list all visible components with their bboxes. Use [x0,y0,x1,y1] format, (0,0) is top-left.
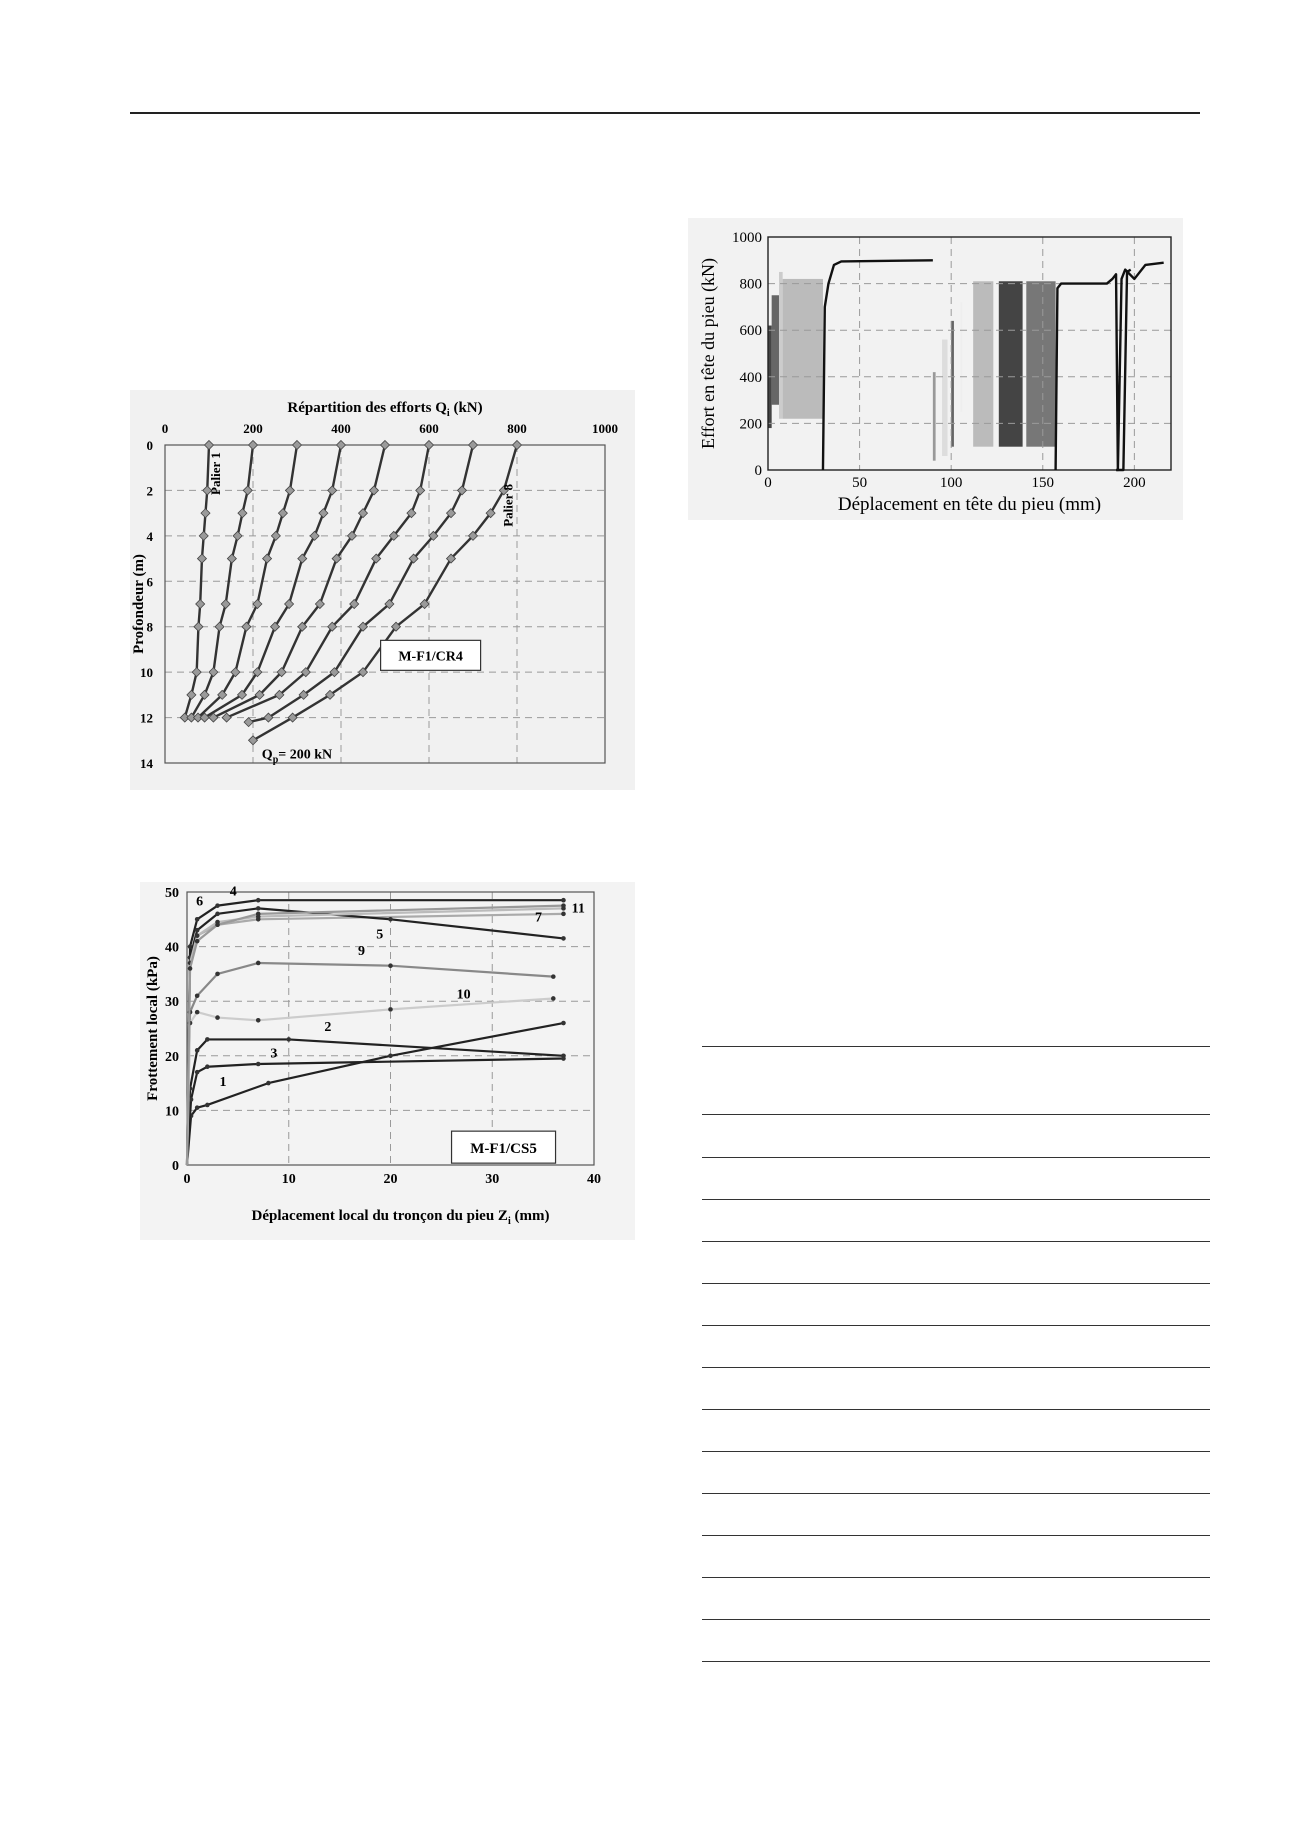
series-label-7: 7 [534,910,542,926]
table-rule [702,1409,1210,1410]
table-rule [702,1619,1210,1620]
data-point [195,928,200,933]
data-point [188,966,193,971]
y-tick-label: 4 [146,528,153,544]
table-rule [702,1325,1210,1326]
data-point [195,933,200,938]
cycle-band [933,372,936,461]
data-point [561,903,566,908]
data-point [215,922,220,927]
chart-box-label: M-F1/CS5 [470,1141,537,1158]
data-point [256,1062,261,1067]
data-point [286,1037,291,1042]
data-point [195,1048,200,1053]
y-tick-label: 0 [146,438,153,453]
data-point [215,912,220,917]
series-label-10: 10 [456,987,471,1003]
table-rule [702,1199,1210,1200]
x-tick-label: 0 [183,1172,191,1187]
x-tick-label: 40 [587,1172,601,1187]
data-point [256,961,261,966]
data-point [266,1081,271,1086]
annotation-tip-load: $Q_p= 200$ kN [261,747,333,766]
series-label-11: 11 [571,901,585,917]
y-axis-label: Frottement local (kPa) [145,956,161,1101]
x-tick-label: 50 [852,475,868,491]
data-point [205,1064,210,1069]
x-tick-label: 30 [485,1172,500,1187]
y-tick-label: 50 [165,886,179,901]
x-tick-label: 1000 [592,421,618,436]
header-rule [130,112,1200,114]
y-tick-label: 10 [165,1104,179,1120]
x-tick-label: 0 [764,475,772,491]
cycle-band [1026,281,1055,446]
x-tick-label: 10 [281,1172,296,1187]
table-rule [702,1493,1210,1494]
data-point [388,917,393,922]
data-point [256,898,261,903]
series-label-2: 2 [324,1020,332,1036]
series-label-9: 9 [357,943,365,959]
x-tick-label: 200 [1123,475,1146,491]
y-tick-label: 800 [739,276,762,293]
series-label-1: 1 [219,1074,227,1090]
y-tick-label: 8 [146,619,153,635]
data-point [561,1021,566,1026]
x-axis-label: Déplacement local du tronçon du pieu $Z_i$ (mm) [251,1208,550,1227]
data-point [195,993,200,998]
y-tick-label: 12 [140,710,153,726]
series-label-3: 3 [270,1046,278,1062]
y-tick-label: 30 [165,995,179,1011]
x-tick-label: 800 [507,421,527,436]
data-point [195,1070,200,1075]
series-label-5: 5 [376,927,384,943]
data-point [215,903,220,908]
chart-box-label: M-F1/CR4 [398,649,463,665]
x-tick-label: 600 [419,421,439,436]
series-label-6: 6 [196,894,204,910]
y-tick-label: 200 [739,416,762,433]
y-tick-label: 10 [140,665,153,681]
chart-background [688,218,1183,520]
table-rule [702,1241,1210,1242]
y-axis-label: Profondeur (m) [131,554,147,654]
data-point [551,996,556,1001]
y-tick-label: 0 [172,1159,179,1174]
cycle-band [783,279,823,419]
chart-head-load-displacement [688,218,1183,520]
data-point [256,1018,261,1023]
y-tick-label: 400 [739,369,762,386]
x-tick-label: 20 [383,1172,398,1187]
data-point [388,1007,393,1012]
table-rule [702,1283,1210,1284]
table-rule [702,1114,1210,1115]
table-rule [702,1535,1210,1536]
y-tick-label: 6 [146,574,153,590]
table-rule [702,1157,1210,1158]
cycle-band [942,340,947,457]
data-point [561,898,566,903]
table-rule [702,1661,1210,1662]
x-axis-label: Déplacement en tête du pieu (mm) [837,494,1102,515]
table-rule [702,1577,1210,1578]
cycle-band [999,281,1023,446]
data-point [215,1015,220,1020]
y-tick-label: 1000 [732,230,762,246]
table-rule [702,1046,1210,1047]
data-point [205,1103,210,1108]
cycle-band [772,295,779,405]
chart-local-friction [140,882,635,1240]
annotation-first-step: Palier 1 [208,452,223,495]
data-point [561,912,566,917]
data-point [205,1037,210,1042]
data-point [561,936,566,941]
cycle-band [960,302,962,412]
annotation-last-step: Palier 8 [500,484,516,527]
y-tick-label: 0 [754,463,762,479]
x-tick-label: 0 [161,421,169,436]
chart-background [130,390,635,790]
data-point [388,963,393,968]
y-tick-label: 600 [739,323,762,340]
x-tick-label: 150 [1031,475,1055,491]
series-label-4: 4 [229,884,237,900]
x-tick-label: 100 [939,475,963,491]
y-tick-label: 40 [165,940,179,956]
data-point [195,1105,200,1110]
data-point [195,1010,200,1015]
chart-title: Répartition des efforts $Q_i$ (kN) [287,400,483,419]
data-point [195,939,200,944]
x-tick-label: 400 [331,421,351,436]
data-point [195,917,200,922]
y-axis-label: Effort en tête du pieu (kN) [698,257,718,450]
x-tick-label: 200 [243,421,263,436]
cycle-band [779,272,783,419]
y-tick-label: 20 [165,1049,179,1065]
y-tick-label: 2 [146,483,153,499]
chart-force-distribution [130,390,635,790]
table-rule [702,1367,1210,1368]
data-point [256,912,261,917]
data-point [256,906,261,911]
table-rule [702,1451,1210,1452]
data-point [215,972,220,977]
data-point [388,1054,393,1059]
data-point [551,974,556,979]
y-tick-label: 14 [140,756,153,771]
cycle-band [973,281,993,446]
data-point [561,1056,566,1061]
